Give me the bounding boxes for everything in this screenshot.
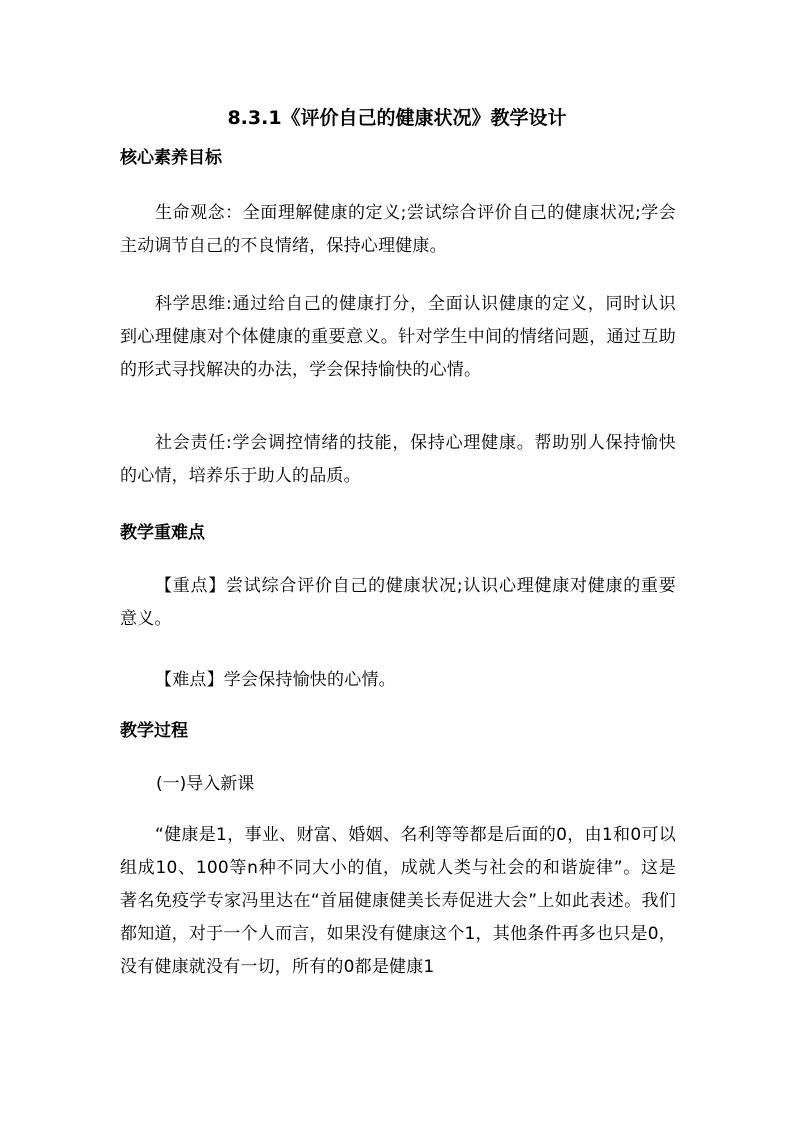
heading-teaching-process: 教学过程: [120, 721, 188, 741]
heading-teaching-key-difficulties: 教学重难点: [120, 523, 205, 543]
paragraph-scientific-thinking: 科学思维:通过给自己的健康打分，全面认识健康的定义，同时认识到心理健康对个体健康的重要意义。针对学生中间的情绪问题，通过互助的形式寻找解决的办法，学会保持愉快的心情。: [120, 294, 676, 380]
heading-core-literacy-goals: 核心素养目标: [120, 148, 222, 168]
document-title: 8.3.1《评价自己的健康状况》教学设计: [227, 107, 567, 129]
paragraph-difficult-point: 【难点】学会保持愉快的心情。: [155, 670, 396, 690]
subheading-introduce-new-lesson: (一)导入新课: [156, 774, 255, 794]
paragraph-key-point: 【重点】尝试综合评价自己的健康状况;认识心理健康对健康的重要意义。: [120, 576, 676, 629]
paragraph-social-responsibility: 社会责任:学会调控情绪的技能，保持心理健康。帮助别人保持愉快的心情，培养乐于助人的品质。: [120, 433, 676, 486]
paragraph-introduction: “健康是1，事业、财富、婚姻、名利等等都是后面的0，由1和0可以组成10、100等n种不同大小的值，成就人类与社会的和谐旋律”。这是著名免疫学专家冯里达在“首届健康健美长寿促进大会”上如此表述。我们都知道，对于一个人而言，如果没有健康这个1，其他条件再多也只是0，没有健康就没有一切，所有的0都是健康1: [120, 825, 676, 977]
paragraph-life-concept: 生命观念：全面理解健康的定义;尝试综合评价自己的健康状况;学会主动调节自己的不良情绪，保持心理健康。: [120, 203, 676, 256]
